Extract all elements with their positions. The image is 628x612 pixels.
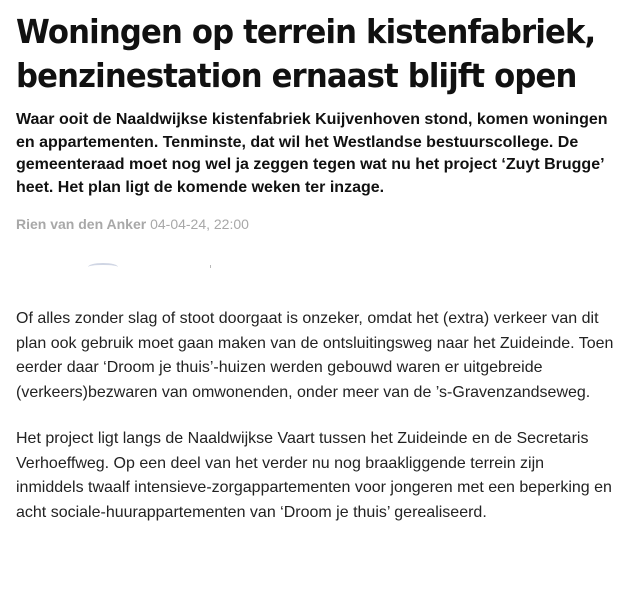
media-divider: [210, 265, 211, 268]
media-placeholder: [16, 241, 616, 281]
headline-line-2: benzinestation ernaast blijft open: [16, 56, 577, 95]
author-name[interactable]: Rien van den Anker: [16, 216, 147, 232]
article-headline: [16, 10, 611, 98]
headline-line-1: Woningen op terrein kistenfabriek,: [16, 12, 596, 51]
article-lead: Waar ooit de Naaldwijkse kistenfabriek Kuijvenhoven stond, komen woningen en appartementen. Tenminste, dat wil het Westlandse bestuurscollege. De gemeenteraad moet nog wel ja zeggen tegen wat nu het project ‘Zuyt Brugge’ heet. Het plan ligt de komende weken ter inzage.: [16, 111, 608, 196]
body-paragraph-1: Of alles zonder slag of stoot doorgaat is onzeker, omdat het (extra) verkeer van dit plan ook gebruik moet gaan maken van de ontsluitingsweg naar het Zuideinde. Toen eerder daar ‘Droom je thuis’-huizen werden gebouwd waren er uitgebreide (verkeers)bezwaren van omwonenden, onder meer van de ’s-Gravenzandseweg.: [16, 310, 614, 401]
article-byline: [16, 215, 616, 233]
news-article: [16, 10, 616, 547]
publish-date: 04-04-24, 22:00: [150, 216, 249, 232]
body-paragraph-2: Het project ligt langs de Naaldwijkse Vaart tussen het Zuideinde en de Secretaris Verhoeffweg. Op een deel van het verder nu nog braakliggende terrein zijn inmiddels twaalf intensieve-zorgappartementen voor jongeren met een beperking en acht sociale-huurappartementen van ‘Droom je thuis’ gerealiseerd.: [16, 430, 612, 521]
article-body: [16, 307, 616, 525]
loading-spinner-icon: [88, 263, 118, 271]
